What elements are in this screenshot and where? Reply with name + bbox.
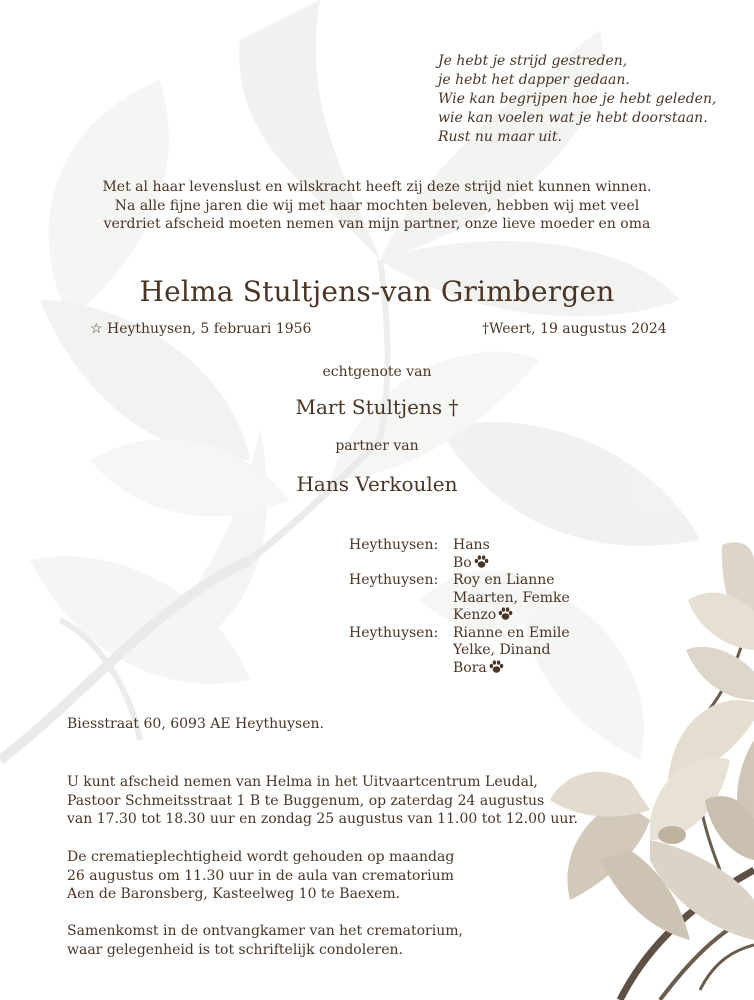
- family-member-name: Bora: [453, 659, 487, 676]
- family-member: [453, 555, 490, 573]
- deceased-name: Helma Stultjens-van Grimbergen: [139, 275, 615, 308]
- birth-info: [90, 321, 311, 337]
- partner-name: Hans Verkoulen: [296, 472, 458, 496]
- intro-line: Met al haar levenslust en wilskracht heeft zij deze strijd niet kunnen winnen.: [102, 179, 652, 195]
- family-member-name: Maarten, Femke: [453, 589, 570, 606]
- death-text: Weert, 19 augustus 2024: [489, 321, 667, 337]
- family-member: [453, 660, 570, 678]
- family-place: Heythuysen:: [349, 624, 439, 641]
- family-member: [453, 537, 490, 555]
- paw-icon: [474, 555, 489, 569]
- poem: [438, 52, 716, 147]
- relation-partner-label: partner van: [335, 438, 419, 454]
- family-member-name: Kenzo: [453, 607, 497, 623]
- family-list: [349, 537, 570, 677]
- paw-icon: [498, 607, 513, 621]
- family-member-name: Hans: [453, 537, 490, 553]
- death-info: [482, 321, 667, 337]
- info-line: U kunt afscheid nemen van Helma in het Uitvaartcentrum Leudal,: [67, 774, 538, 790]
- poem-line: je hebt het dapper gedaan.: [438, 72, 630, 88]
- viewing-info: [67, 773, 578, 829]
- family-member: [453, 625, 570, 643]
- poem-line: Je hebt je strijd gestreden,: [438, 53, 628, 69]
- family-names: [453, 572, 570, 625]
- info-line: 26 augustus om 11.30 uur in de aula van crematorium: [67, 867, 454, 884]
- gathering-info: [67, 922, 463, 959]
- poem-line: wie kan voelen wat je hebt doorstaan.: [438, 110, 708, 126]
- family-group: [349, 537, 570, 572]
- cross-icon: †: [482, 321, 489, 337]
- info-line: waar gelegenheid is tot schriftelijk condoleren.: [67, 941, 403, 958]
- info-line: De crematieplechtigheid wordt gehouden op maandag: [67, 849, 455, 865]
- poem-line: Rust nu maar uit.: [438, 129, 562, 145]
- family-member: [453, 607, 570, 625]
- family-member: [453, 642, 570, 660]
- birth-text: Heythuysen, 5 februari 1956: [107, 321, 312, 337]
- intro-line: Na alle fijne jaren die wij met haar mochten beleven, hebben wij met veel: [114, 197, 640, 214]
- family-names: [453, 625, 570, 678]
- family-member-name: Rianne en Emile: [453, 624, 570, 641]
- intro-line: verdriet afscheid moeten nemen van mijn partner, onze lieve moeder en oma: [103, 216, 651, 232]
- family-names: [453, 537, 490, 572]
- family-member-name: Yelke, Dinand: [453, 642, 551, 658]
- family-member: [453, 590, 570, 608]
- intro-text: [0, 178, 754, 234]
- info-line: Pastoor Schmeitsstraat 1 B te Buggenum, op zaterdag 24 augustus: [67, 792, 545, 809]
- address: Biesstraat 60, 6093 AE Heythuysen.: [67, 716, 324, 732]
- spouse-name: Mart Stultjens †: [295, 395, 459, 419]
- family-group: [349, 572, 570, 625]
- paw-icon: [489, 660, 504, 674]
- family-place: Heythuysen:: [349, 572, 439, 588]
- family-member-name: Bo: [453, 554, 472, 571]
- star-icon: ☆: [90, 321, 103, 337]
- info-line: van 17.30 tot 18.30 uur en zondag 25 augustus van 11.00 tot 12.00 uur.: [67, 811, 578, 827]
- info-line: Aen de Baronsberg, Kasteelweg 10 te Baexem.: [67, 886, 401, 902]
- family-group: [349, 625, 570, 678]
- family-place: Heythuysen:: [349, 537, 439, 553]
- family-member-name: Roy en Lianne: [453, 572, 555, 588]
- family-member: [453, 572, 570, 590]
- poem-line: Wie kan begrijpen hoe je hebt geleden,: [438, 91, 717, 107]
- cremation-info: [67, 848, 454, 904]
- relation-spouse-label: echtgenote van: [322, 364, 432, 380]
- info-line: Samenkomst in de ontvangkamer van het crematorium,: [67, 923, 463, 939]
